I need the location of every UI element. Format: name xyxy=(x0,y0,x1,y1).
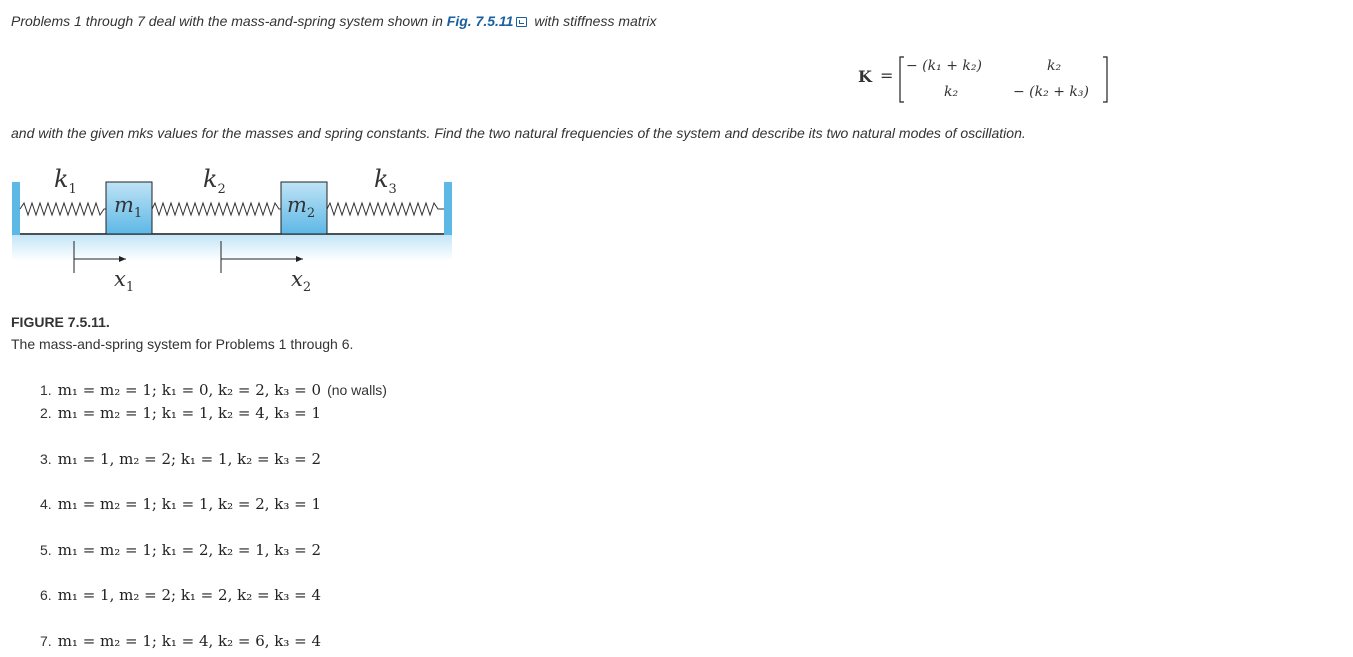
intro-before: Problems 1 through 7 deal with the mass-and-spring system shown in xyxy=(11,13,447,29)
matrix-a12: k₂ xyxy=(1047,58,1062,74)
floor-shade xyxy=(12,233,452,261)
left-wall xyxy=(12,182,20,235)
matrix-equals: = xyxy=(880,66,894,85)
label-k1: $k_1$ xyxy=(54,165,77,197)
matrix-a22: − (k₂ + k₃) xyxy=(1013,84,1089,100)
figure-link[interactable]: Fig. 7.5.11 xyxy=(446,13,514,29)
label-k3: $k_3$ xyxy=(374,165,397,197)
problem-item: 7. m₁ = m₂ = 1; k₁ = 4, k₂ = 6, k₃ = 4 xyxy=(40,632,322,650)
label-k2: $k_2$ xyxy=(203,165,226,197)
problem-item: 5. m₁ = m₂ = 1; k₁ = 2, k₂ = 1, k₃ = 2 xyxy=(40,541,322,559)
label-m1: $m_1$ xyxy=(114,193,143,222)
intro-text xyxy=(11,13,656,29)
stiffness-matrix xyxy=(858,54,1118,106)
matrix-a11: − (k₁ + k₂) xyxy=(906,58,982,74)
matrix-label: K xyxy=(858,67,872,86)
problem-item: 2. m₁ = m₂ = 1; k₁ = 1, k₂ = 4, k₃ = 1 xyxy=(40,404,322,422)
problem-item: 3. m₁ = 1, m₂ = 2; k₁ = 1, k₂ = k₃ = 2 xyxy=(40,450,322,468)
spring-mass-figure xyxy=(10,165,455,305)
external-link-icon[interactable] xyxy=(516,17,527,27)
spring-k1 xyxy=(20,203,106,215)
figure-title: FIGURE 7.5.11. xyxy=(11,314,110,330)
matrix-a21: k₂ xyxy=(944,84,959,100)
problem-item: 4. m₁ = m₂ = 1; k₁ = 1, k₂ = 2, k₃ = 1 xyxy=(40,495,322,513)
figure-caption: The mass-and-spring system for Problems 1 through 6. xyxy=(11,336,354,352)
spring-k3 xyxy=(327,203,444,215)
spring-k2 xyxy=(152,203,281,215)
intro-after: with stiffness matrix xyxy=(530,13,657,29)
label-x2: $x_2$ xyxy=(291,267,312,296)
label-m2: $m_2$ xyxy=(287,193,316,222)
right-wall xyxy=(444,182,452,235)
instruction-text: and with the given mks values for the masses and spring constants. Find the two natural frequencies of the system and describe its two natural modes of oscillation. xyxy=(11,125,1026,141)
label-x1: $x_1$ xyxy=(114,267,135,296)
problem-item: 6. m₁ = 1, m₂ = 2; k₁ = 2, k₂ = k₃ = 4 xyxy=(40,586,322,604)
problem-item: 1. m₁ = m₂ = 1; k₁ = 0, k₂ = 2, k₃ = 0 (no walls) xyxy=(40,381,387,399)
